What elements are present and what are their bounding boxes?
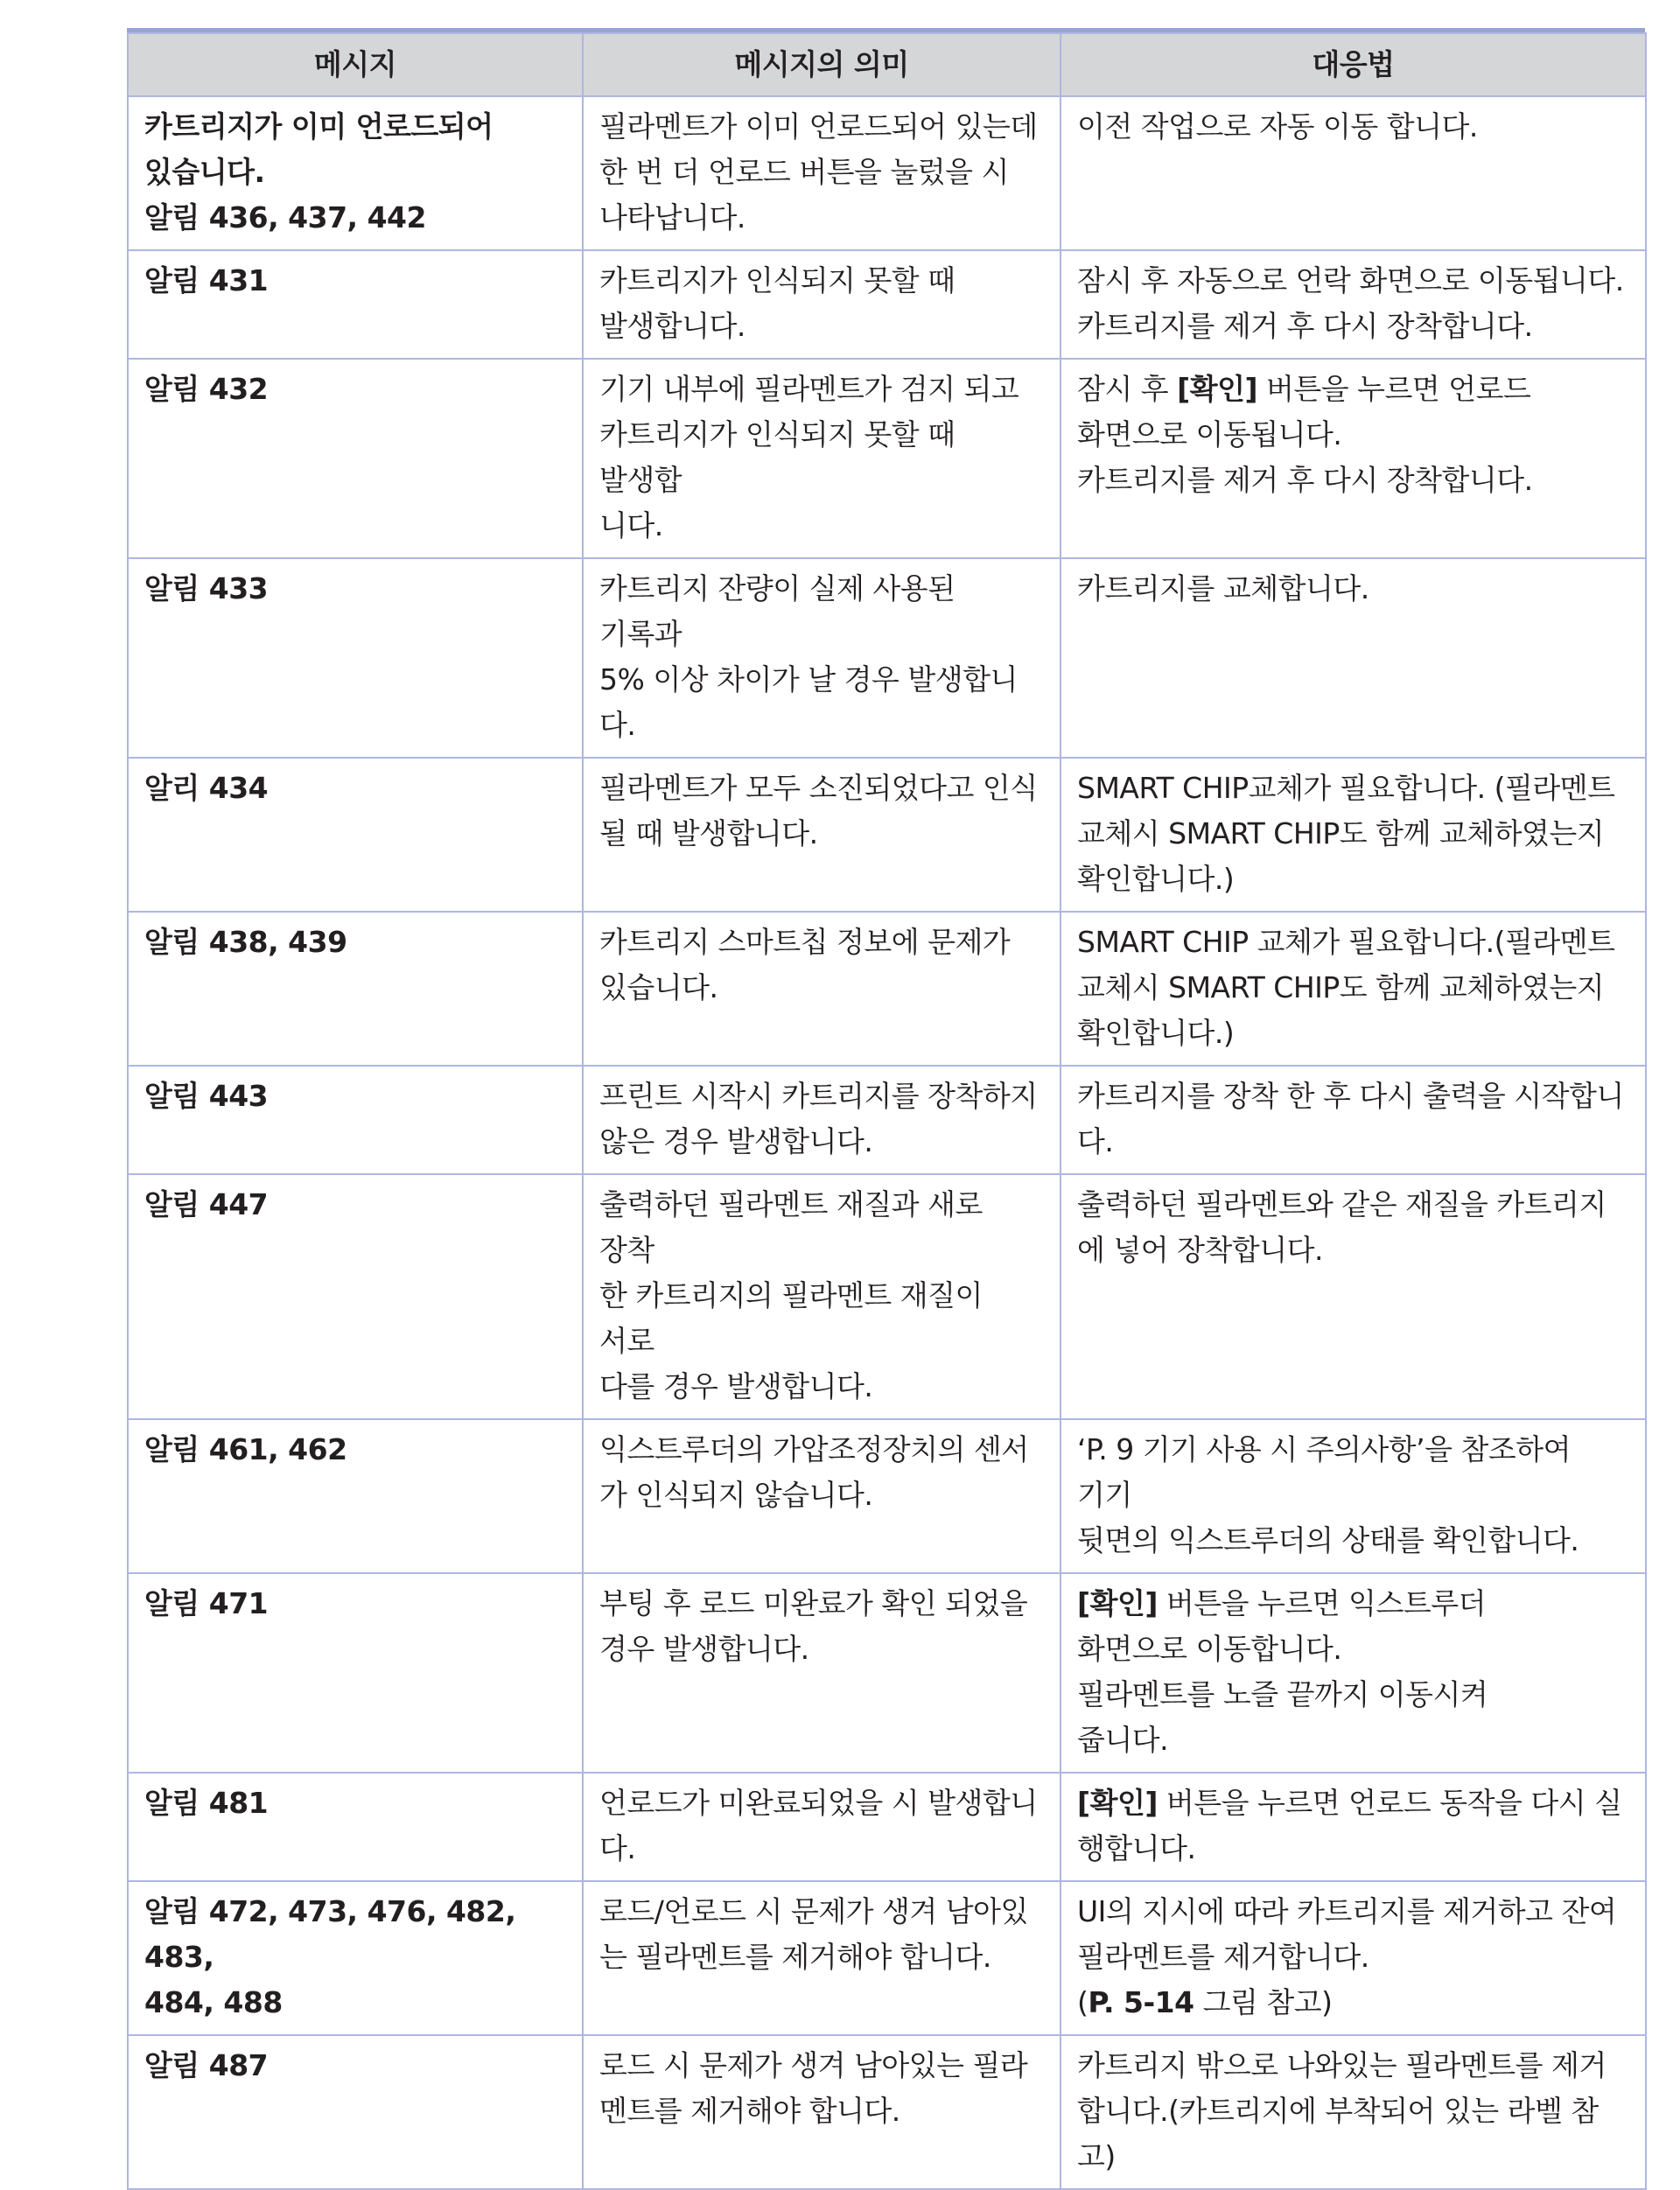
table-row xyxy=(128,96,1646,250)
meaning-line: 발생합니다. xyxy=(599,309,746,343)
action-cell xyxy=(1060,1419,1646,1573)
meaning-cell xyxy=(583,1773,1060,1881)
message-line: 알림 431 xyxy=(144,263,269,297)
action-line: 카트리지를 제거 후 다시 장착합니다. xyxy=(1077,309,1533,343)
action-emphasis: [확인] xyxy=(1077,1786,1158,1820)
meaning-line: 카트리지가 인식되지 못할 때 발생합 xyxy=(599,417,956,497)
meaning-line: 다를 경우 발생합니다. xyxy=(599,1369,873,1403)
message-line: 알림 436, 437, 442 xyxy=(144,200,426,234)
table-row xyxy=(128,1066,1646,1174)
message-line: 알림 432 xyxy=(144,372,269,406)
action-line xyxy=(1077,367,1629,412)
message-line: 알림 443 xyxy=(144,1079,269,1113)
meaning-line: 나타납니다. xyxy=(599,200,746,234)
meaning-line: 로드/언로드 시 문제가 생겨 남아있 xyxy=(599,1894,1028,1928)
action-cell xyxy=(1060,1066,1646,1174)
message-cell xyxy=(128,1881,583,2035)
action-cell xyxy=(1060,1773,1646,1881)
action-line: ‘P. 9 기기 사용 시 주의사항’을 참조하여 기기 xyxy=(1077,1432,1571,1512)
action-line: 확인합니다.) xyxy=(1077,862,1235,896)
meaning-cell xyxy=(583,912,1060,1066)
action-text: 잠시 후 xyxy=(1077,372,1178,406)
table-row xyxy=(128,1573,1646,1773)
message-cell xyxy=(128,359,583,558)
message-line: 있습니다. xyxy=(144,155,265,189)
table-row xyxy=(128,1419,1646,1573)
message-cell xyxy=(128,1066,583,1174)
action-line: 교체시 SMART CHIP도 함께 교체하였는지 xyxy=(1077,816,1605,850)
message-cell xyxy=(128,1773,583,1881)
message-line: 알림 471 xyxy=(144,1586,269,1620)
message-cell xyxy=(128,2035,583,2189)
action-text: 버튼을 누르면 익스트루더 xyxy=(1157,1586,1487,1620)
meaning-line: 는 필라멘트를 제거해야 합니다. xyxy=(599,1940,991,1974)
table-row xyxy=(128,1773,1646,1881)
action-text: 버튼을 누르면 언로드 동작을 다시 실 xyxy=(1157,1786,1622,1820)
action-cell xyxy=(1060,359,1646,558)
action-line: 카트리지 밖으로 나와있는 필라멘트를 제거 xyxy=(1077,2048,1606,2082)
action-line: UI의 지시에 따라 카트리지를 제거하고 잔여 xyxy=(1077,1894,1617,1928)
action-text: ( xyxy=(1077,1985,1088,2019)
meaning-line: 출력하던 필라멘트 재질과 새로 장착 xyxy=(599,1187,983,1267)
action-line: 필라멘트를 제거합니다. xyxy=(1077,1940,1369,1974)
message-line: 알림 472, 473, 476, 482, 483, xyxy=(144,1894,516,1974)
meaning-cell xyxy=(583,2035,1060,2189)
action-line: 행합니다. xyxy=(1077,1831,1196,1865)
action-line: 출력하던 필라멘트와 같은 재질을 카트리지 xyxy=(1077,1187,1606,1221)
action-cell xyxy=(1060,2035,1646,2189)
meaning-cell xyxy=(583,558,1060,758)
action-line: 교체시 SMART CHIP도 함께 교체하였는지 xyxy=(1077,970,1605,1004)
meaning-line: 경우 발생합니다. xyxy=(599,1632,809,1666)
action-text: 버튼을 누르면 언로드 xyxy=(1257,372,1531,406)
alert-message-table xyxy=(127,32,1647,2190)
action-cell xyxy=(1060,558,1646,758)
table-header-row xyxy=(128,33,1646,96)
action-line xyxy=(1077,1581,1629,1627)
meaning-line: 가 인식되지 않습니다. xyxy=(599,1478,873,1512)
meaning-cell xyxy=(583,250,1060,359)
meaning-line: 부팅 후 로드 미완료가 확인 되었을 xyxy=(599,1586,1028,1620)
message-cell xyxy=(128,250,583,359)
action-line: 카트리지를 장착 한 후 다시 출력을 시작합니 xyxy=(1077,1079,1624,1113)
meaning-cell xyxy=(583,1881,1060,2035)
table-body xyxy=(128,96,1646,2189)
table-row xyxy=(128,912,1646,1066)
meaning-line: 다. xyxy=(599,708,636,742)
meaning-line: 한 카트리지의 필라멘트 재질이 서로 xyxy=(599,1278,983,1358)
action-line: 합니다.(카트리지에 부착되어 있는 라벨 참 xyxy=(1077,2094,1599,2128)
action-cell xyxy=(1060,1573,1646,1773)
action-cell xyxy=(1060,96,1646,250)
action-emphasis: [확인] xyxy=(1177,372,1258,406)
action-line xyxy=(1077,1781,1629,1826)
action-cell xyxy=(1060,250,1646,359)
meaning-line: 않은 경우 발생합니다. xyxy=(599,1124,873,1158)
message-cell xyxy=(128,1419,583,1573)
message-line: 알림 433 xyxy=(144,571,269,605)
action-line: 카트리지를 교체합니다. xyxy=(1077,571,1369,605)
message-cell xyxy=(128,758,583,912)
message-line: 알리 434 xyxy=(144,771,269,805)
action-line: 에 넣어 장착합니다. xyxy=(1077,1233,1323,1267)
header-meaning: 메시지의 의미 xyxy=(583,33,1060,96)
meaning-line: 카트리지 스마트칩 정보에 문제가 xyxy=(599,925,1011,959)
header-action: 대응법 xyxy=(1060,33,1646,96)
action-line: 화면으로 이동합니다. xyxy=(1077,1632,1342,1666)
meaning-line: 카트리지가 인식되지 못할 때 xyxy=(599,263,956,297)
action-line: SMART CHIP 교체가 필요합니다.(필라멘트 xyxy=(1077,925,1615,959)
message-line: 알림 481 xyxy=(144,1786,269,1820)
action-line: 뒷면의 익스트루더의 상태를 확인합니다. xyxy=(1077,1523,1579,1557)
meaning-line: 로드 시 문제가 생겨 남아있는 필라 xyxy=(599,2048,1028,2082)
message-line: 알림 461, 462 xyxy=(144,1432,347,1466)
action-line: 확인합니다.) xyxy=(1077,1016,1235,1050)
action-line: 줍니다. xyxy=(1077,1723,1169,1757)
action-line: 다. xyxy=(1077,1124,1114,1158)
meaning-line: 다. xyxy=(599,1831,636,1865)
message-line: 알림 447 xyxy=(144,1187,269,1221)
meaning-line: 필라멘트가 이미 언로드되어 있는데 xyxy=(599,109,1038,143)
meaning-cell xyxy=(583,96,1060,250)
message-line: 알림 438, 439 xyxy=(144,925,347,959)
message-line: 알림 487 xyxy=(144,2048,269,2082)
meaning-line: 한 번 더 언로드 버튼을 눌렀을 시 xyxy=(599,155,1009,189)
meaning-line: 익스트루더의 가압조정장치의 센서 xyxy=(599,1432,1029,1466)
meaning-line: 니다. xyxy=(599,508,663,542)
meaning-line: 멘트를 제거해야 합니다. xyxy=(599,2094,900,2128)
action-text: 그림 참고) xyxy=(1194,1985,1333,2019)
action-cell xyxy=(1060,912,1646,1066)
table-row xyxy=(128,359,1646,558)
meaning-line: 5% 이상 차이가 날 경우 발생합니 xyxy=(599,662,1018,696)
meaning-cell xyxy=(583,1573,1060,1773)
action-emphasis: [확인] xyxy=(1077,1586,1158,1620)
meaning-line: 될 때 발생합니다. xyxy=(599,816,818,850)
meaning-line: 카트리지 잔량이 실제 사용된 기록과 xyxy=(599,571,956,651)
message-cell xyxy=(128,1573,583,1773)
message-cell xyxy=(128,558,583,758)
trouble-alert-table-container xyxy=(127,28,1645,2190)
table-row xyxy=(128,1174,1646,1419)
action-line: 화면으로 이동됩니다. xyxy=(1077,417,1342,451)
action-cell xyxy=(1060,1881,1646,2035)
message-line: 484, 488 xyxy=(144,1985,283,2019)
table-row xyxy=(128,2035,1646,2189)
meaning-line: 기기 내부에 필라멘트가 검지 되고 xyxy=(599,372,1019,406)
meaning-cell xyxy=(583,1419,1060,1573)
meaning-cell xyxy=(583,758,1060,912)
meaning-line: 언로드가 미완료되었을 시 발생합니 xyxy=(599,1786,1038,1820)
header-message: 메시지 xyxy=(128,33,583,96)
table-row xyxy=(128,758,1646,912)
action-line: 필라멘트를 노즐 끝까지 이동시켜 xyxy=(1077,1677,1488,1711)
action-line: 카트리지를 제거 후 다시 장착합니다. xyxy=(1077,463,1533,497)
message-line: 카트리지가 이미 언로드되어 xyxy=(144,109,494,143)
meaning-line: 필라멘트가 모두 소진되었다고 인식 xyxy=(599,771,1038,805)
meaning-cell xyxy=(583,1174,1060,1419)
meaning-line: 있습니다. xyxy=(599,970,718,1004)
action-emphasis: P. 5-14 xyxy=(1088,1985,1194,2019)
action-line: 잠시 후 자동으로 언락 화면으로 이동됩니다. xyxy=(1077,263,1624,297)
message-cell xyxy=(128,912,583,1066)
action-cell xyxy=(1060,758,1646,912)
action-line: SMART CHIP교체가 필요합니다. (필라멘트 xyxy=(1077,771,1615,805)
action-line xyxy=(1077,1980,1629,2026)
action-line: 고) xyxy=(1077,2139,1116,2173)
message-cell xyxy=(128,1174,583,1419)
table-row xyxy=(128,558,1646,758)
message-cell xyxy=(128,96,583,250)
meaning-cell xyxy=(583,1066,1060,1174)
table-row xyxy=(128,1881,1646,2035)
meaning-cell xyxy=(583,359,1060,558)
action-cell xyxy=(1060,1174,1646,1419)
action-line: 이전 작업으로 자동 이동 합니다. xyxy=(1077,109,1478,143)
table-row xyxy=(128,250,1646,359)
meaning-line: 프린트 시작시 카트리지를 장착하지 xyxy=(599,1079,1038,1113)
